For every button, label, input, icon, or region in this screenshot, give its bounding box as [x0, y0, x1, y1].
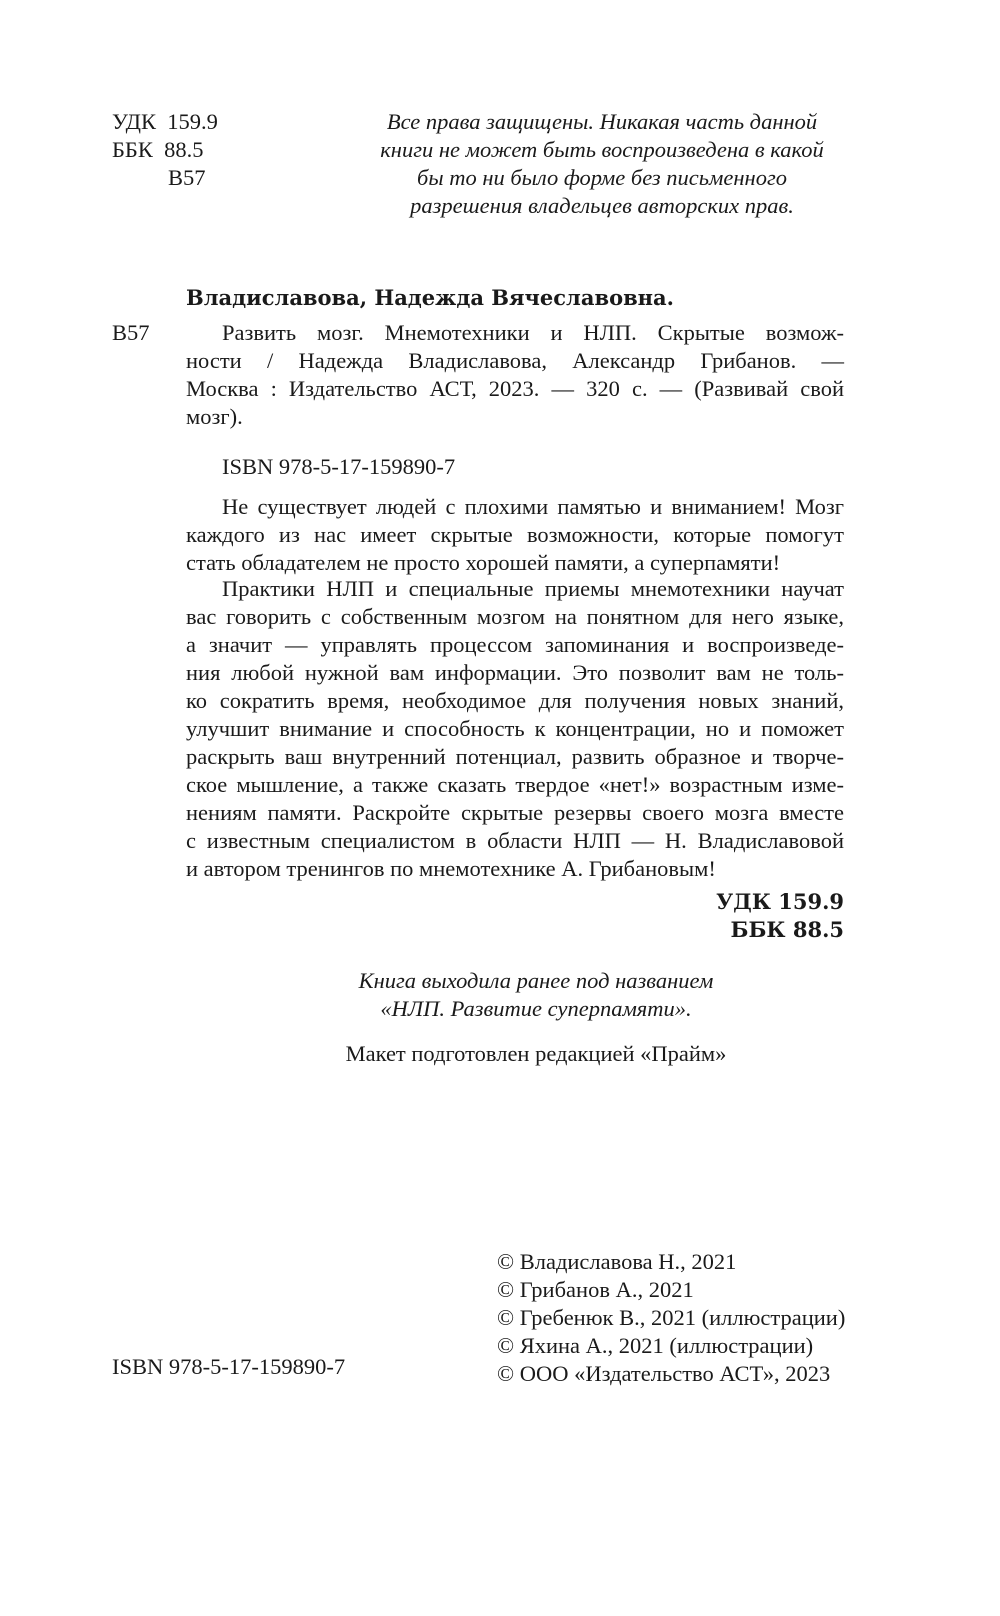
- annotation-line: ко сократить время, необходимое для получения новых знаний,: [186, 688, 844, 713]
- udk-label: УДК: [112, 109, 157, 134]
- annotation-line: с известным специалистом в области НЛП — Н. Владиславовой: [186, 828, 844, 853]
- annotation-line: раскрыть ваш внутренний потенциал, развить образное и творче-: [186, 744, 844, 769]
- classification-codes-bottom: [600, 888, 844, 944]
- catalog-mark: В57: [112, 320, 150, 345]
- bbk-value: 88.5: [164, 137, 204, 162]
- annotation-paragraph-1: [186, 493, 844, 577]
- previous-title-line: «НЛП. Развитие суперпамяти».: [380, 996, 692, 1021]
- catalog-entry-line: Развить мозг. Мнемотехники и НЛП. Скрытые возмож-: [222, 320, 844, 345]
- copyright-line: © Яхина А., 2021 (иллюстрации): [497, 1333, 814, 1358]
- annotation-line: а значит — управлять процессом запоминания и воспроизведе-: [186, 632, 844, 657]
- annotation-line: и автором тренингов по мнемотехнике А. Грибановым!: [186, 856, 716, 881]
- layout-note: Макет подготовлен редакцией «Прайм»: [345, 1041, 727, 1066]
- annotation-line: ское мышление, а также сказать твердое «нет!» возрастным изме-: [186, 772, 844, 797]
- rights-notice-line: книги не может быть воспроизведена в какой: [380, 137, 824, 162]
- annotation-line: Практики НЛП и специальные приемы мнемотехники научат: [222, 576, 844, 601]
- bbk-label: ББК: [112, 137, 153, 162]
- rights-notice: [352, 108, 852, 220]
- copyright-line: © Грибанов А., 2021: [497, 1277, 694, 1302]
- annotation-line: каждого из нас имеет скрытые возможности, которые помогут: [186, 522, 844, 547]
- author-heading: Владиславова, Надежда Вячеславовна.: [186, 285, 674, 310]
- copyright-line: © Гребенюк В., 2021 (иллюстрации): [497, 1305, 846, 1330]
- annotation-line: ния любой нужной вам информации. Это позволит вам не толь-: [186, 660, 844, 685]
- annotation-line: стать обладателем не просто хорошей памяти, а суперпамяти!: [186, 550, 781, 575]
- annotation-line: Не существует людей с плохими памятью и вниманием! Мозг: [222, 494, 844, 519]
- annotation-line: вас говорить с собственным мозгом на понятном для него языке,: [186, 604, 844, 629]
- author-mark: В57: [168, 165, 206, 190]
- rights-notice-line: бы то ни было форме без письменного: [417, 165, 787, 190]
- previous-title-note: [286, 967, 786, 1023]
- catalog-entry: [186, 319, 844, 431]
- annotation-line: улучшит внимание и способность к концентрации, но и поможет: [186, 716, 844, 741]
- rights-notice-line: разрешения владельцев авторских прав.: [410, 193, 794, 218]
- catalog-entry-line: ности / Надежда Владиславова, Александр Грибанов. —: [186, 348, 844, 373]
- isbn-footer: ISBN 978-5-17-159890-7: [112, 1354, 346, 1379]
- rights-notice-line: Все права защищены. Никакая часть данной: [386, 109, 818, 134]
- bbk-code: ББК 88.5: [730, 917, 844, 942]
- copyright-line: © Владиславова Н., 2021: [497, 1249, 737, 1274]
- isbn-entry: ISBN 978-5-17-159890-7: [222, 454, 456, 479]
- udk-code: УДК 159.9: [716, 889, 844, 914]
- classification-codes-top: [112, 108, 242, 192]
- annotation-line: нениям памяти. Раскройте скрытые резервы своего мозга вместе: [186, 800, 844, 825]
- copyright-line: © ООО «Издательство АСТ», 2023: [497, 1361, 831, 1386]
- udk-value: 159.9: [167, 109, 218, 134]
- copyright-list: [497, 1248, 897, 1388]
- catalog-entry-line: мозг).: [186, 404, 243, 429]
- catalog-entry-line: Москва : Издательство АСТ, 2023. — 320 с. — (Развивай свой: [186, 376, 844, 401]
- previous-title-line: Книга выходила ранее под названием: [358, 968, 714, 993]
- annotation-paragraph-2: [186, 575, 844, 883]
